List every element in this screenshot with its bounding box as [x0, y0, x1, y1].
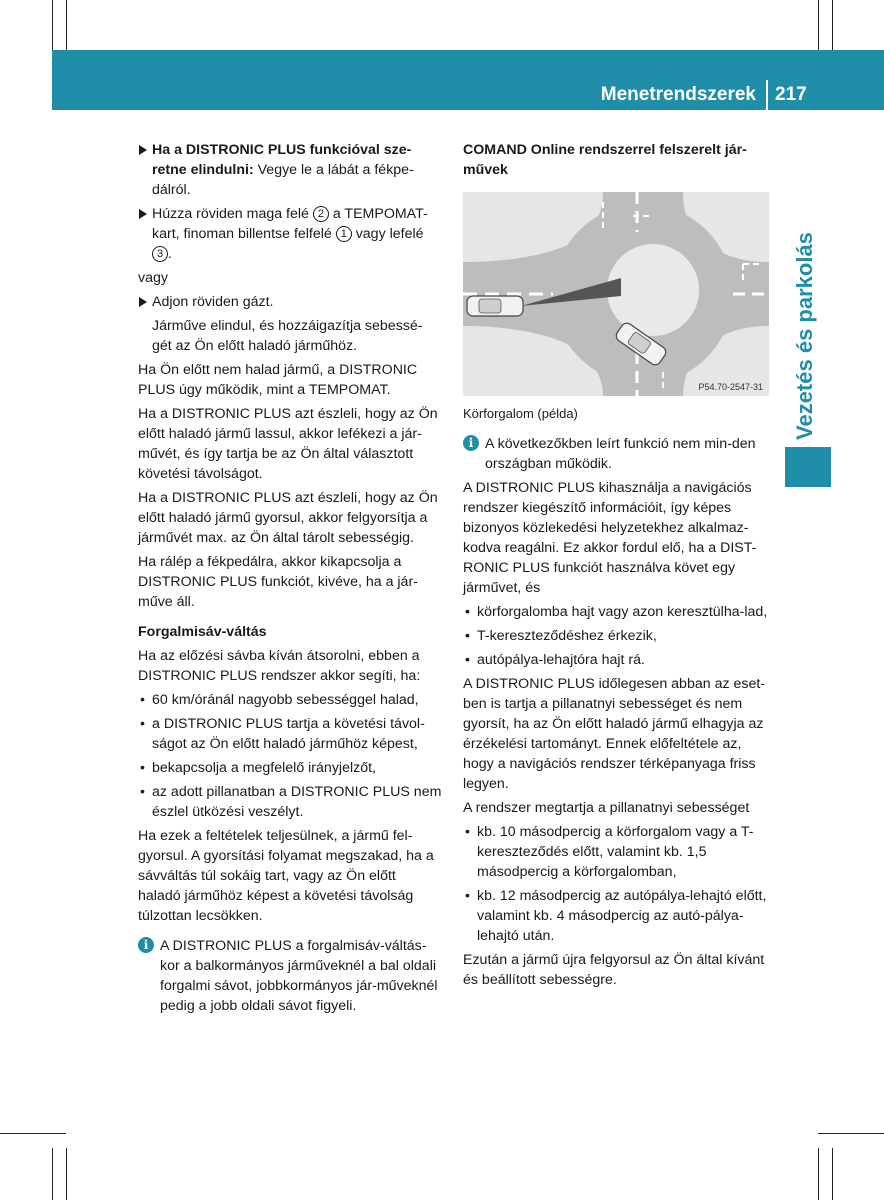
paragraph: Ha a DISTRONIC PLUS azt észleli, hogy az Ön előtt haladó jármű lassul, akkor lefékezi a jár-művét, és így tartja be az Ön által választott követési távolságot.: [138, 406, 438, 482]
crop-mark: [66, 1148, 67, 1200]
list-item: • kb. 10 másodpercig a körforgalom vagy a T-kereszteződés előtt, valamint kb. 1,5 másodpercig a körforgalomban,: [463, 822, 769, 882]
step-result: Járműve elindul, és hozzáigazítja sebessé-gét az Ön előtt haladó járműhöz.: [152, 318, 423, 354]
list-item: • kb. 12 másodpercig az autópálya-lehajtó előtt, valamint kb. 4 másodpercig az autó-pálya-lehajtó után.: [463, 886, 769, 946]
paragraph: Ha Ön előtt nem halad jármű, a DISTRONIC PLUS úgy működik, mint a TEMPOMAT.: [138, 362, 418, 398]
crop-mark: [0, 1133, 66, 1134]
paragraph: Ha a DISTRONIC PLUS azt észleli, hogy az Ön előtt haladó jármű gyorsul, akkor felgyorsítja a járművét max. az Ön által tárolt sebességig.: [138, 490, 438, 546]
info-note: [138, 936, 442, 1016]
paragraph: A DISTRONIC PLUS kihasználja a navigációs rendszer kiegészítő információit, így képes bizonyos közlekedési helyzetekhez alkalmaz-kodva reagálni. Ez akkor fordul elő, ha a DIST-RONIC PLUS funkciót használva követ egy járművet, és: [463, 480, 757, 596]
page-section-title: Menetrendszerek: [600, 84, 756, 105]
list-item: • a DISTRONIC PLUS tartja a követési távol-ságot az Ön előtt haladó járműhöz képest,: [138, 714, 442, 754]
number-2-icon: 2: [313, 206, 329, 222]
list-item: • bekapcsolja a megfelelő irányjelzőt,: [138, 758, 442, 778]
step-condition: Ha a DISTRONIC PLUS funkcióval sze-retne elindulni:: [152, 142, 412, 178]
figure-code: P54.70-2547-31: [698, 382, 763, 392]
number-1-icon: 1: [336, 226, 352, 242]
roundabout-figure: [463, 192, 769, 396]
crop-mark: [832, 0, 833, 50]
paragraph: A rendszer megtartja a pillanatnyi sebességet: [463, 800, 750, 816]
list-item: • körforgalomba hajt vagy azon keresztülha-lad,: [463, 602, 769, 622]
crop-mark: [52, 1148, 53, 1200]
or-text: vagy: [138, 270, 168, 286]
side-tab-label: Vezetés és parkolás: [792, 232, 817, 440]
crop-mark: [52, 0, 53, 50]
header-separator: [766, 80, 768, 110]
list-item: • az adott pillanatban a DISTRONIC PLUS nem észlel ütközési veszélyt.: [138, 782, 442, 822]
info-text: A DISTRONIC PLUS a forgalmisáv-váltás-kor a balkormányos járműveknél a bal oldali forgalmi sávot, jobbkormányos jár-műveknél pedig a jobb oldali sávot figyeli.: [160, 938, 438, 1014]
info-icon: i: [138, 937, 154, 953]
list-item: • autópálya-lehajtóra hajt rá.: [463, 650, 769, 670]
paragraph: Ha ezek a feltételek teljesülnek, a jármű fel-gyorsul. A gyorsítási folyamat megszakad, ha a sávváltás túl sokáig tart, vagy az Ön előtt haladó járműhöz képest a követési távolság túlzottan lecsökken.: [138, 828, 434, 924]
figure-caption: Körforgalom (példa): [463, 406, 578, 421]
crop-mark: [832, 1148, 833, 1200]
step-text: .: [168, 246, 172, 262]
crop-mark: [66, 0, 67, 50]
instruction-step: Adjon röviden gázt.: [138, 292, 442, 312]
page-number: 217: [775, 84, 807, 105]
step-text: Húzza röviden maga felé: [152, 206, 313, 222]
instruction-step: [138, 140, 442, 200]
step-text: Vegye le a lábát a fékpe-dálról.: [152, 162, 414, 198]
number-3-icon: 3: [152, 246, 168, 262]
step-text: a TEMPOMAT-kart, finoman billentse felfelé: [152, 206, 428, 242]
right-column: [463, 140, 769, 994]
crop-mark: [818, 0, 819, 50]
info-text: A következőkben leírt funkció nem min-den országban működik.: [485, 436, 756, 472]
instruction-step: [138, 204, 442, 264]
list-item: • 60 km/óránál nagyobb sebességgel halad,: [138, 690, 442, 710]
step-text: vagy lefelé: [351, 226, 424, 242]
paragraph: Ezután a jármű újra felgyorsul az Ön által kívánt és beállított sebességre.: [463, 952, 765, 988]
roundabout-illustration: [463, 192, 769, 396]
list-item: • T-kereszteződéshez érkezik,: [463, 626, 769, 646]
crop-mark: [818, 1133, 884, 1134]
info-icon: i: [463, 435, 479, 451]
info-note: [463, 434, 769, 474]
paragraph: A DISTRONIC PLUS időlegesen abban az eset-ben is tartja a pillanatnyi sebességet és nem gyorsít, ha az Ön előtt haladó jármű elhagyja az érzékelési tartományt. Ennek előfeltétele az, hogy a navigációs rendszer térképanyaga friss legyen.: [463, 676, 766, 792]
left-column: [138, 140, 442, 1020]
header-band: [52, 50, 884, 110]
side-tab-block: [785, 447, 831, 487]
paragraph: Ha rálép a fékpedálra, akkor kikapcsolja a DISTRONIC PLUS funkciót, kivéve, ha a jár-műve áll.: [138, 554, 418, 610]
section-heading: COMAND Online rendszerrel felszerelt jár-művek: [463, 142, 747, 178]
section-heading: Forgalmisáv-váltás: [138, 624, 267, 640]
own-car: [467, 296, 523, 316]
paragraph: Ha az előzési sávba kíván átsorolni, ebben a DISTRONIC PLUS rendszer akkor segíti, ha:: [138, 648, 421, 684]
crop-mark: [818, 1148, 819, 1200]
